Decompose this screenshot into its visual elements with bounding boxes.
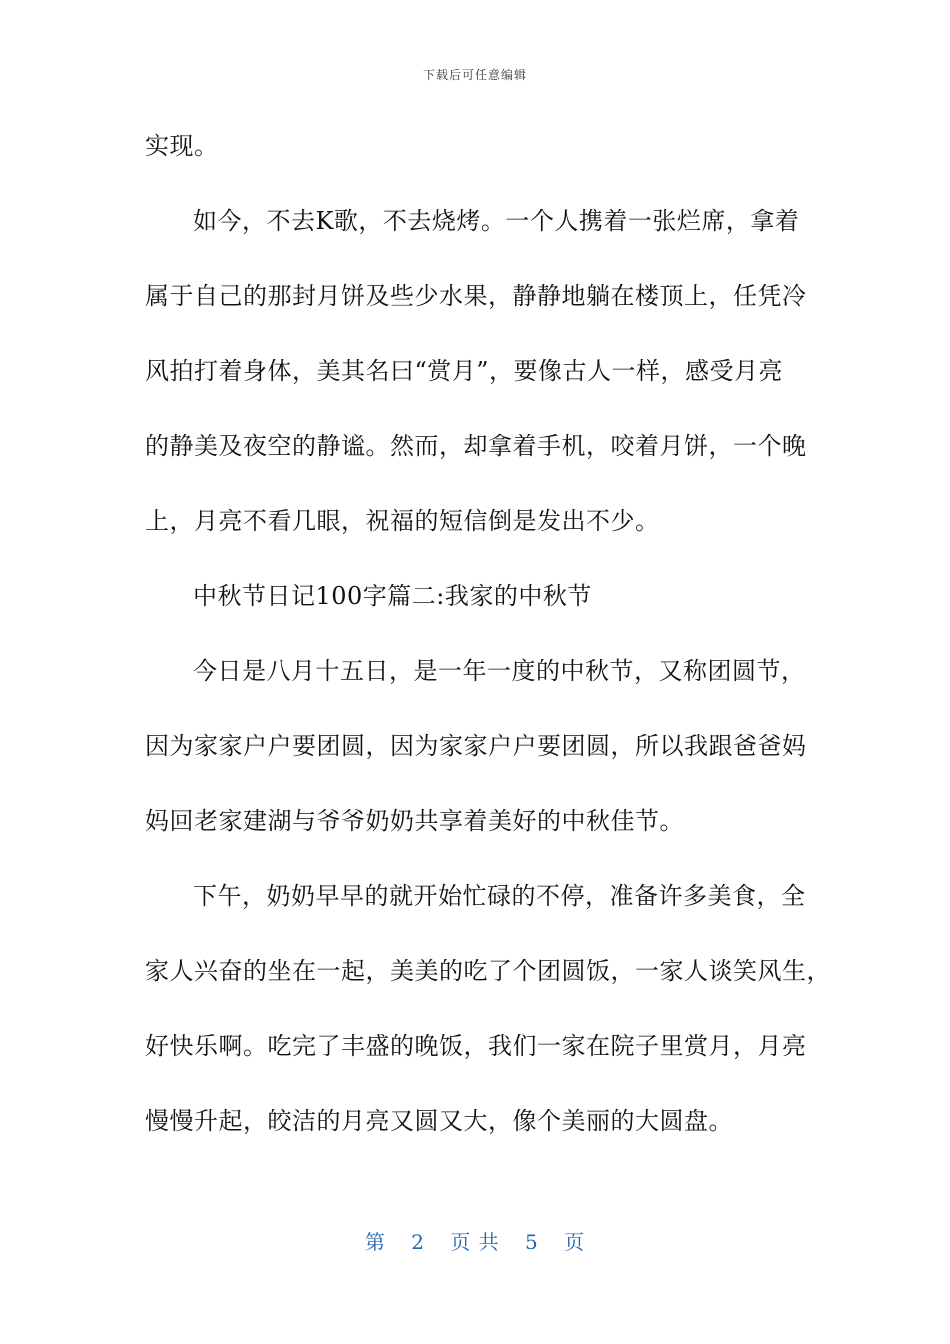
text-line: 如今，不去K歌，不去烧烤。一个人携着一张烂席，拿着 <box>193 207 800 235</box>
text-line: 实现。 <box>145 132 219 160</box>
text-line: 因为家家户户要团圆，因为家家户户要团圆，所以我跟爸爸妈 <box>145 732 807 760</box>
text-line: 上，月亮不看几眼，祝福的短信倒是发出不少。 <box>145 507 660 535</box>
current-page-number: 2 <box>411 1230 425 1254</box>
text-line: 好快乐啊。吃完了丰盛的晚饭，我们一家在院子里赏月，月亮 <box>145 1032 807 1060</box>
text-line: 的静美及夜空的静谧。然而，却拿着手机，咬着月饼，一个晚 <box>145 432 807 460</box>
page-label-prefix: 第 <box>364 1230 386 1254</box>
page-label-middle: 页 共 <box>450 1230 500 1254</box>
header-note: 下载后可任意编辑 <box>422 68 527 82</box>
page-footer <box>0 1226 950 1255</box>
total-page-number: 5 <box>525 1230 539 1254</box>
section-heading: 中秋节日记100字篇二:我家的中秋节 <box>193 582 592 610</box>
text-line: 慢慢升起，皎洁的月亮又圆又大，像个美丽的大圆盘。 <box>145 1107 733 1135</box>
text-line: 家人兴奋的坐在一起，美美的吃了个团圆饭，一家人谈笑风生， <box>145 957 831 985</box>
text-line: 妈回老家建湖与爷爷奶奶共享着美好的中秋佳节。 <box>145 807 684 835</box>
document-body <box>145 120 831 1170</box>
page-label-suffix: 页 <box>564 1230 586 1254</box>
text-line: 风拍打着身体，美其名曰“赏月”，要像古人一样，感受月亮 <box>145 357 784 385</box>
text-line: 下午，奶奶早早的就开始忙碌的不停，准备许多美食，全 <box>193 882 806 910</box>
text-line: 今日是八月十五日，是一年一度的中秋节，又称团圆节， <box>193 657 806 685</box>
text-line: 属于自己的那封月饼及些少水果，静静地躺在楼顶上，任凭冷 <box>145 282 807 310</box>
